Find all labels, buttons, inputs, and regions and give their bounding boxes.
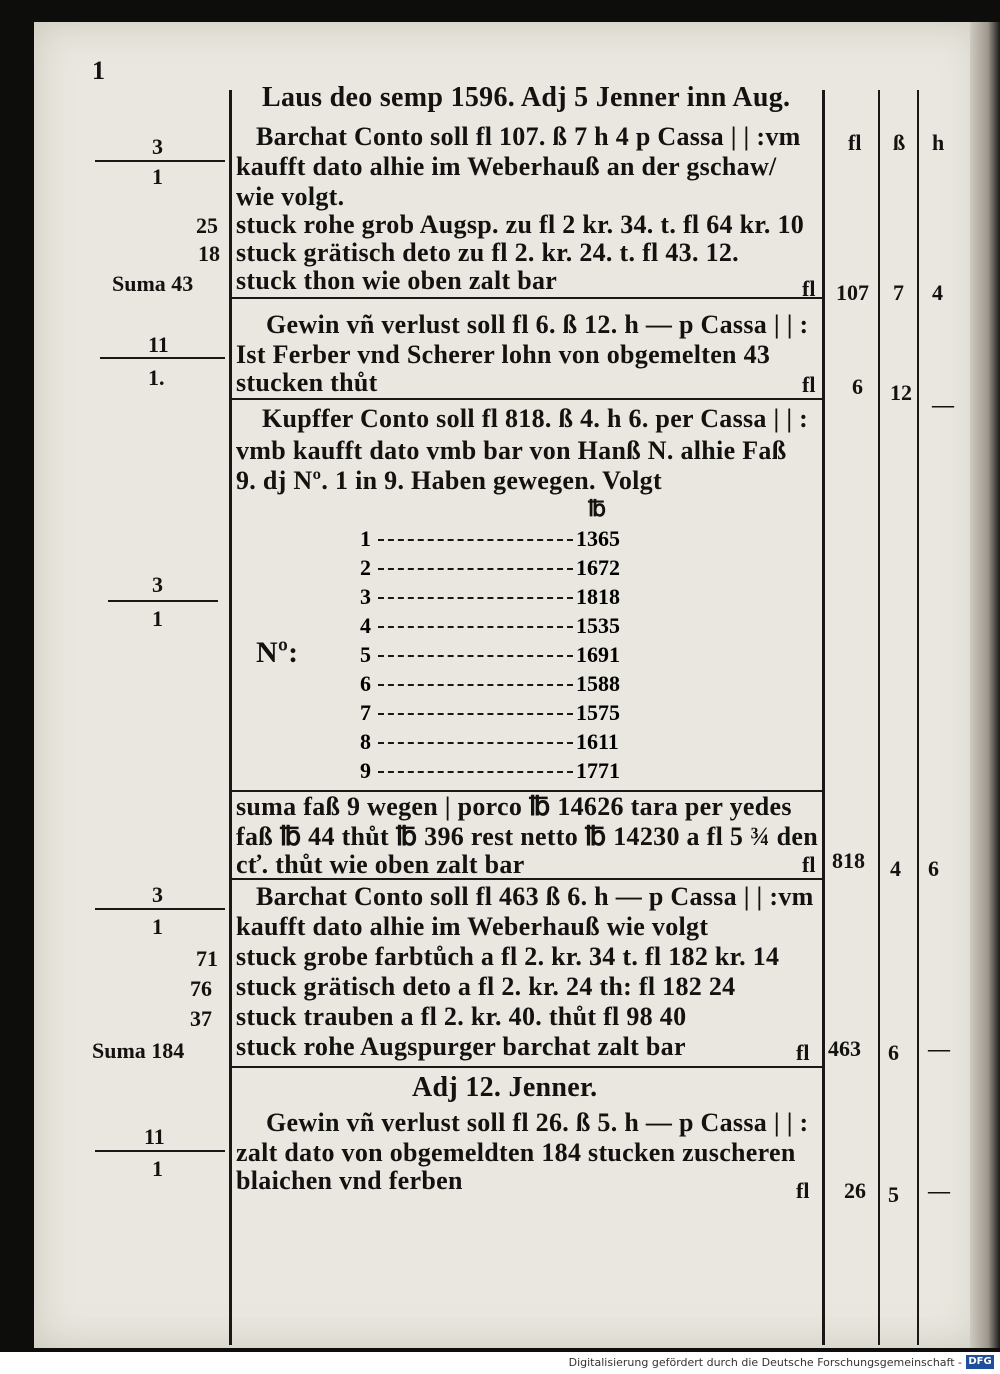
page-header: Laus deo semp 1596. Adj 5 Jenner inn Aug. xyxy=(262,82,791,113)
weight-leader xyxy=(378,626,573,628)
entry2-amount-h: — xyxy=(932,392,954,417)
entry5-date: Adj 12. Jenner. xyxy=(412,1072,598,1103)
entry4-ref-top: 3 xyxy=(152,882,163,907)
entry4-ref-bottom: 1 xyxy=(152,914,163,939)
entry1-line2: kaufft dato alhie im Weberhauß an der gschaw/ xyxy=(236,152,777,181)
entry1-count-1: 25 xyxy=(196,213,218,238)
weight-leader xyxy=(378,539,573,541)
entry2-line3: stucken thůt xyxy=(236,368,378,397)
entry3-closing1: suma faß 9 wegen | porco ℔ 14626 tara per yedes xyxy=(236,792,792,821)
entry4-count-3: 37 xyxy=(190,1006,212,1031)
amount-rule-2 xyxy=(917,90,919,1345)
entry3-line2: vmb kaufft dato vmb bar von Hanß N. alhie Faß xyxy=(236,436,787,465)
weight-leader xyxy=(378,655,573,657)
margin-fraction-3 xyxy=(108,600,218,602)
entry1-line6: stuck thon wie oben zalt bar xyxy=(236,266,558,295)
entry1-amount-fl: 107 xyxy=(836,280,869,305)
entry5-line1: Gewin vñ verlust soll fl 26. ß 5. h — p Cassa | | : xyxy=(266,1108,809,1137)
entry5-fl-mark: fl xyxy=(796,1178,810,1203)
entry3-amount-s: 4 xyxy=(890,856,901,881)
weight-value: 1691 xyxy=(576,642,620,667)
entry5-ref-top: 11 xyxy=(144,1124,165,1149)
entry4-line1: Barchat Conto soll fl 463 ß 6. h — p Cassa | | :vm xyxy=(256,882,814,911)
entry1-line1: Barchat Conto soll fl 107. ß 7 h 4 p Cassa | | :vm xyxy=(256,122,801,151)
entry4-line3: stuck grobe farbtůch a fl 2. kr. 34 t. fl 182 kr. 14 xyxy=(236,942,780,971)
weight-leader xyxy=(378,713,573,715)
weights-label: Nº: xyxy=(256,636,299,669)
weight-leader xyxy=(378,771,573,773)
weight-number: 3 xyxy=(360,584,371,609)
weight-leader xyxy=(378,568,573,570)
entry1-line5: stuck grätisch deto zu fl 2. kr. 24. t. fl 43. 12. xyxy=(236,238,739,267)
entry1-ref-bottom: 1 xyxy=(152,164,163,189)
entry1-amount-h: 4 xyxy=(932,280,943,305)
page-edge-shadow xyxy=(970,22,1000,1348)
entry2-amount-s: 12 xyxy=(890,380,912,405)
weight-leader xyxy=(378,684,573,686)
weight-number: 7 xyxy=(360,700,371,725)
entry4-amount-fl: 463 xyxy=(828,1036,861,1061)
entry5-amount-fl: 26 xyxy=(844,1178,866,1203)
weight-value: 1365 xyxy=(576,526,620,551)
entry3-ref-bottom: 1 xyxy=(152,606,163,631)
weight-value: 1535 xyxy=(576,613,620,638)
weight-number: 2 xyxy=(360,555,371,580)
margin-fraction-5 xyxy=(95,1150,225,1152)
entry2-amount-fl: 6 xyxy=(852,374,863,399)
entry2-line1: Gewin vñ verlust soll fl 6. ß 12. h — p Cassa | | : xyxy=(266,310,809,339)
weight-value: 1771 xyxy=(576,758,620,783)
entry4-line5: stuck trauben a fl 2. kr. 40. thůt fl 98 40 xyxy=(236,1002,687,1031)
weight-value: 1818 xyxy=(576,584,620,609)
weight-number: 5 xyxy=(360,642,371,667)
entry3-fl-mark: fl xyxy=(802,852,816,877)
entry1-line3: wie volgt. xyxy=(236,182,345,211)
weight-leader xyxy=(378,742,573,744)
margin-fraction-4 xyxy=(95,908,225,910)
entry1-fl-mark: fl xyxy=(802,276,816,301)
entry2-line2: Ist Ferber vnd Scherer lohn von obgemelten 43 xyxy=(236,340,771,369)
entry4-count-1: 71 xyxy=(196,946,218,971)
entry1-ref-top: 3 xyxy=(152,134,163,159)
entry1-count-2: 18 xyxy=(198,241,220,266)
entry3-ref-top: 3 xyxy=(152,572,163,597)
entry4-line4: stuck grätisch deto a fl 2. kr. 24 th: fl 182 24 xyxy=(236,972,736,1001)
weight-number: 6 xyxy=(360,671,371,696)
entry5-ref-bottom: 1 xyxy=(152,1156,163,1181)
folio-number: 1 xyxy=(92,56,105,85)
entry2-ref-top: 11 xyxy=(148,332,169,357)
entry2-fl-mark: fl xyxy=(802,372,816,397)
entry3-line1: Kupffer Conto soll fl 818. ß 4. h 6. per Cassa | | : xyxy=(262,404,809,433)
weight-number: 8 xyxy=(360,729,371,754)
entry4-line2: kaufft dato alhie im Weberhauß wie volgt xyxy=(236,912,709,941)
entry5-amount-s: 5 xyxy=(888,1182,899,1207)
entry4-count-2: 76 xyxy=(190,976,212,1001)
entry2-ref-bottom: 1. xyxy=(148,365,165,390)
weight-number: 1 xyxy=(360,526,371,551)
entry4-fl-mark: fl xyxy=(796,1040,810,1065)
entry-separator-1 xyxy=(232,297,822,299)
entry4-line6: stuck rohe Augspurger barchat zalt bar xyxy=(236,1032,686,1061)
entry5-line2: zalt dato von obgemeldten 184 stucken zuscheren xyxy=(236,1138,796,1167)
weight-value: 1672 xyxy=(576,555,620,580)
weight-value: 1575 xyxy=(576,700,620,725)
weights-unit: ℔ xyxy=(588,496,606,521)
weight-number: 9 xyxy=(360,758,371,783)
weight-number: 4 xyxy=(360,613,371,638)
entry1-line4: stuck rohe grob Augsp. zu fl 2 kr. 34. t. fl 64 kr. 10 xyxy=(236,210,805,239)
column-head-fl: fl xyxy=(848,130,862,155)
entry4-amount-s: 6 xyxy=(888,1040,899,1065)
text-rule-right xyxy=(822,90,825,1345)
weight-leader xyxy=(378,597,573,599)
dfg-logo: DFG xyxy=(966,1355,994,1369)
entry3-amount-fl: 818 xyxy=(832,848,865,873)
margin-fraction-1 xyxy=(95,160,225,162)
margin-rule-left xyxy=(229,90,232,1345)
weight-value: 1588 xyxy=(576,671,620,696)
weight-value: 1611 xyxy=(576,729,619,754)
entry3-amount-h: 6 xyxy=(928,856,939,881)
column-head-h: h xyxy=(932,130,945,155)
entry-separator-4 xyxy=(232,1066,822,1068)
entry5-amount-h: — xyxy=(928,1178,950,1203)
entry1-suma: Suma 43 xyxy=(112,271,194,296)
entry5-line3: blaichen vnd ferben xyxy=(236,1166,463,1195)
entry-separator-2 xyxy=(232,398,822,400)
entry3-closing2: faß ℔ 44 thůt ℔ 396 rest netto ℔ 14230 a fl 5 ¾ den xyxy=(236,822,818,851)
entry1-amount-s: 7 xyxy=(893,280,904,305)
footer-bar xyxy=(0,1352,1000,1374)
column-head-s: ß xyxy=(893,130,906,155)
amount-rule-1 xyxy=(878,90,880,1345)
entry3-line3: 9. dj Nº. 1 in 9. Haben gewegen. Volgt xyxy=(236,466,662,495)
entry4-suma: Suma 184 xyxy=(92,1038,185,1063)
footer-credit: Digitalisierung gefördert durch die Deutsche Forschungsgemeinschaft - xyxy=(568,1356,962,1369)
entry4-amount-h: — xyxy=(928,1036,950,1061)
entry3-closing3: cť. thůt wie oben zalt bar xyxy=(236,850,525,879)
